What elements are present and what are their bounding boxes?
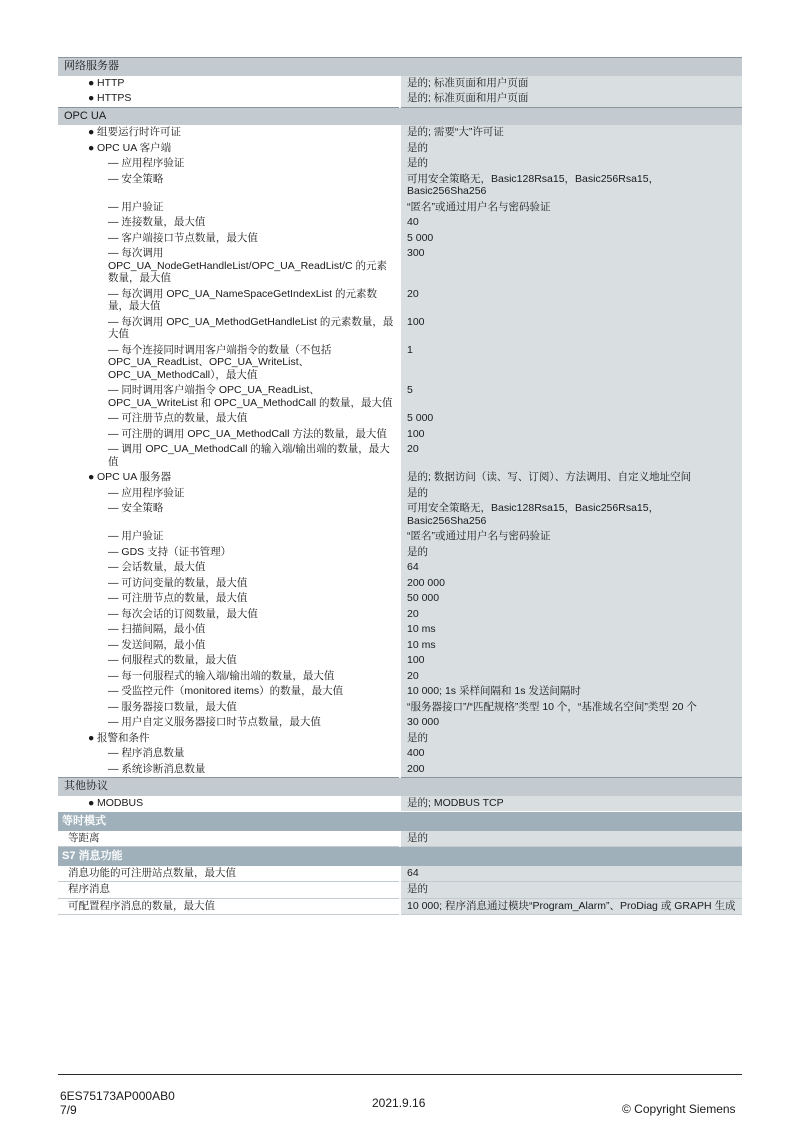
spec-label: — 可注册的调用 OPC_UA_MethodCall 方法的数量，最大值 [108, 427, 387, 440]
spec-row [58, 866, 742, 882]
spec-row [58, 669, 742, 685]
spec-label-cell [58, 545, 400, 561]
spec-label-cell [58, 622, 400, 638]
spec-row [58, 125, 742, 141]
bullet-icon: ● [88, 796, 95, 809]
section-header: 等时模式 [58, 812, 742, 831]
spec-row [58, 156, 742, 172]
spec-label: 消息功能的可注册站点数量，最大值 [68, 866, 236, 879]
spec-label: — 可访问变量的数量，最大值 [108, 576, 248, 589]
spec-label-cell [58, 866, 400, 882]
spec-label: — 连接数量，最大值 [108, 216, 206, 228]
spec-label-cell [58, 427, 400, 443]
spec-label: — 系统诊断消息数量 [108, 762, 206, 775]
spec-label-cell [58, 215, 400, 231]
spec-label-cell [58, 172, 400, 200]
section-header-row [58, 847, 742, 866]
spec-row [58, 898, 742, 915]
spec-label: — 发送间隔，最小值 [108, 638, 206, 651]
spec-label: — 应用程序验证 [108, 157, 185, 169]
section-header-row [58, 58, 742, 76]
spec-row [58, 315, 742, 343]
spec-label: HTTP [97, 76, 125, 89]
spec-label: — 每一伺服程式的输入端/输出端的数量，最大值 [108, 669, 335, 682]
spec-table [58, 57, 742, 915]
spec-label-cell [58, 411, 400, 427]
spec-label-cell [58, 470, 400, 486]
spec-row [58, 576, 742, 592]
spec-label-cell [58, 746, 400, 762]
spec-label-cell [58, 762, 400, 778]
spec-row [58, 141, 742, 157]
spec-value: 20 [400, 607, 742, 623]
spec-label: — 客户端接口节点数量，最大值 [108, 231, 258, 244]
spec-row [58, 383, 742, 411]
spec-value: 10 ms [400, 622, 742, 638]
spec-row [58, 560, 742, 576]
spec-label-cell [58, 591, 400, 607]
spec-value: 300 [400, 246, 742, 287]
spec-value: “服务器接口”/“匹配规格”类型 10 个，“基准域名空间”类型 20 个 [400, 700, 742, 716]
spec-value: 400 [400, 746, 742, 762]
spec-row [58, 622, 742, 638]
section-header-row [58, 812, 742, 831]
spec-row [58, 638, 742, 654]
section-header-row [58, 107, 742, 125]
spec-value: 是的 [400, 141, 742, 157]
spec-label-cell [58, 156, 400, 172]
spec-label-cell [58, 287, 400, 315]
bullet-icon: ● [88, 126, 95, 138]
spec-label: — 调用 OPC_UA_MethodCall 的输入端/输出端的数量，最大值 [108, 443, 390, 468]
footer-left [60, 1089, 175, 1117]
spec-row [58, 591, 742, 607]
spec-row [58, 715, 742, 731]
spec-label-cell [58, 486, 400, 502]
spec-label-cell [58, 700, 400, 716]
spec-label-cell [58, 91, 400, 107]
spec-row [58, 200, 742, 216]
spec-row [58, 231, 742, 247]
spec-label: — 每次会话的订阅数量，最大值 [108, 607, 258, 620]
spec-row [58, 607, 742, 623]
spec-value: 可用安全策略无，Basic128Rsa15，Basic256Rsa15，Basic256Sha256 [400, 172, 742, 200]
spec-label-cell [58, 529, 400, 545]
spec-label-cell [58, 231, 400, 247]
spec-value: 是的 [400, 486, 742, 502]
spec-label: — 会话数量，最大值 [108, 561, 206, 573]
spec-row [58, 427, 742, 443]
spec-label-cell [58, 501, 400, 529]
spec-value: 是的 [400, 831, 742, 847]
spec-row [58, 76, 742, 92]
spec-value: 可用安全策略无，Basic128Rsa15，Basic256Rsa15，Basic256Sha256 [400, 501, 742, 529]
spec-label-cell [58, 882, 400, 899]
spec-row [58, 684, 742, 700]
spec-label-cell [58, 715, 400, 731]
spec-value: 64 [400, 560, 742, 576]
spec-label: — 应用程序验证 [108, 486, 185, 499]
spec-label: 等距离 [68, 831, 100, 844]
footer-date: 2021.9.16 [372, 1096, 426, 1110]
spec-value: 50 000 [400, 591, 742, 607]
spec-row [58, 287, 742, 315]
bullet-icon: ● [88, 76, 95, 89]
spec-label-cell [58, 200, 400, 216]
spec-label-cell [58, 831, 400, 847]
section-header-row [58, 778, 742, 796]
spec-label: 可配置程序消息的数量，最大值 [68, 899, 215, 912]
spec-row [58, 731, 742, 747]
spec-row [58, 215, 742, 231]
spec-label: MODBUS [97, 796, 144, 809]
spec-row [58, 653, 742, 669]
spec-value: 是的; 数据访问（读、写、订阅）、方法调用、自定义地址空间 [400, 470, 742, 486]
spec-row [58, 529, 742, 545]
spec-value: 是的 [400, 731, 742, 747]
spec-value: 200 [400, 762, 742, 778]
spec-label-cell [58, 246, 400, 287]
spec-value: 是的; 标准页面和用户页面 [400, 91, 742, 107]
spec-row [58, 172, 742, 200]
footer-copyright: © Copyright Siemens [622, 1102, 736, 1116]
spec-row [58, 501, 742, 529]
spec-label-cell [58, 576, 400, 592]
spec-value: 是的 [400, 882, 742, 899]
spec-label: — 每次调用 OPC_UA_NodeGetHandleList/OPC_UA_ReadList/C 的元素数量，最大值 [108, 247, 387, 284]
spec-label-cell [58, 76, 400, 92]
spec-row [58, 411, 742, 427]
spec-label: OPC UA 客户端 [97, 141, 172, 154]
spec-label: 程序消息 [68, 883, 110, 895]
spec-value: 100 [400, 315, 742, 343]
spec-row [58, 831, 742, 847]
spec-label: — 程序消息数量 [108, 747, 185, 759]
spec-label-cell [58, 607, 400, 623]
spec-label-cell [58, 315, 400, 343]
spec-value: 10 000; 1s 采样间隔和 1s 发送间隔时 [400, 684, 742, 700]
bullet-icon: ● [88, 141, 95, 154]
spec-label: — 安全策略 [108, 502, 164, 514]
spec-value: 是的; 需要“大”许可证 [400, 125, 742, 141]
spec-value: 100 [400, 427, 742, 443]
spec-label: — 伺服程式的数量，最大值 [108, 654, 237, 666]
spec-label-cell [58, 442, 400, 470]
spec-label: 组要运行时许可证 [97, 126, 181, 138]
spec-label-cell [58, 560, 400, 576]
spec-row [58, 442, 742, 470]
spec-label: — 可注册节点的数量，最大值 [108, 412, 248, 424]
spec-value: 10 000; 程序消息通过模块“Program_Alarm”、ProDiag 或 GRAPH 生成 [400, 898, 742, 915]
spec-label: — GDS 支持（证书管理） [108, 545, 232, 558]
spec-row [58, 746, 742, 762]
spec-label-cell [58, 141, 400, 157]
spec-row [58, 762, 742, 778]
spec-label-cell [58, 669, 400, 685]
spec-row [58, 246, 742, 287]
page-number: 7/9 [60, 1103, 77, 1117]
spec-value: 100 [400, 653, 742, 669]
spec-value: 10 ms [400, 638, 742, 654]
spec-row [58, 796, 742, 812]
order-number: 6ES75173AP000AB0 [60, 1089, 175, 1103]
spec-label: — 每个连接同时调用客户端指令的数量（不包括 OPC_UA_ReadList、OPC_UA_WriteList、OPC_UA_MethodCall），最大值 [108, 343, 332, 381]
spec-label: HTTPS [97, 92, 132, 104]
spec-value: “匿名”或通过用户名与密码验证 [400, 529, 742, 545]
spec-value: 40 [400, 215, 742, 231]
bullet-icon: ● [88, 471, 95, 483]
section-header: 其他协议 [58, 778, 742, 796]
spec-label: — 扫描间隔，最小值 [108, 623, 206, 635]
spec-label: — 用户自定义服务器接口时节点数量，最大值 [108, 716, 321, 728]
spec-label-cell [58, 898, 400, 915]
spec-value: 5 000 [400, 411, 742, 427]
spec-row [58, 486, 742, 502]
spec-label-cell [58, 796, 400, 812]
spec-label-cell [58, 343, 400, 384]
spec-value: 是的 [400, 545, 742, 561]
spec-value: 20 [400, 287, 742, 315]
spec-row [58, 470, 742, 486]
spec-label: 报警和条件 [97, 731, 150, 744]
spec-value: 30 000 [400, 715, 742, 731]
spec-label-cell [58, 653, 400, 669]
spec-value: 是的; MODBUS TCP [400, 796, 742, 812]
spec-value: 是的; 标准页面和用户页面 [400, 76, 742, 92]
footer-divider [58, 1074, 742, 1075]
section-header: S7 消息功能 [58, 847, 742, 866]
spec-value: 是的 [400, 156, 742, 172]
spec-label-cell [58, 383, 400, 411]
spec-value: 20 [400, 442, 742, 470]
spec-value: 5 000 [400, 231, 742, 247]
spec-value: 64 [400, 866, 742, 882]
spec-row [58, 700, 742, 716]
spec-label: — 安全策略 [108, 172, 164, 185]
spec-label: — 受监控元件（monitored items）的数量，最大值 [108, 685, 344, 697]
spec-label: — 每次调用 OPC_UA_NameSpaceGetIndexList 的元素数量，最大值 [108, 287, 378, 312]
spec-value: 5 [400, 383, 742, 411]
spec-row [58, 545, 742, 561]
spec-value: 200 000 [400, 576, 742, 592]
spec-label-cell [58, 125, 400, 141]
spec-label: — 用户验证 [108, 530, 164, 542]
bullet-icon: ● [88, 731, 95, 744]
section-header: 网络服务器 [58, 58, 742, 76]
spec-label: — 服务器接口数量，最大值 [108, 700, 237, 713]
spec-label-cell [58, 684, 400, 700]
spec-value: 20 [400, 669, 742, 685]
spec-value: 1 [400, 343, 742, 384]
bullet-icon: ● [88, 92, 95, 104]
spec-row [58, 91, 742, 107]
spec-label-cell [58, 731, 400, 747]
section-header: OPC UA [58, 107, 742, 125]
spec-label-cell [58, 638, 400, 654]
spec-label: — 每次调用 OPC_UA_MethodGetHandleList 的元素数量，最大值 [108, 315, 394, 340]
spec-row [58, 343, 742, 384]
spec-value: “匿名”或通过用户名与密码验证 [400, 200, 742, 216]
spec-label: — 同时调用客户端指令 OPC_UA_ReadList、OPC_UA_WriteList 和 OPC_UA_MethodCall 的数量，最大值 [108, 384, 393, 409]
spec-label: — 用户验证 [108, 200, 164, 213]
spec-label: OPC UA 服务器 [97, 471, 172, 483]
spec-row [58, 882, 742, 899]
spec-label: — 可注册节点的数量，最大值 [108, 592, 248, 604]
